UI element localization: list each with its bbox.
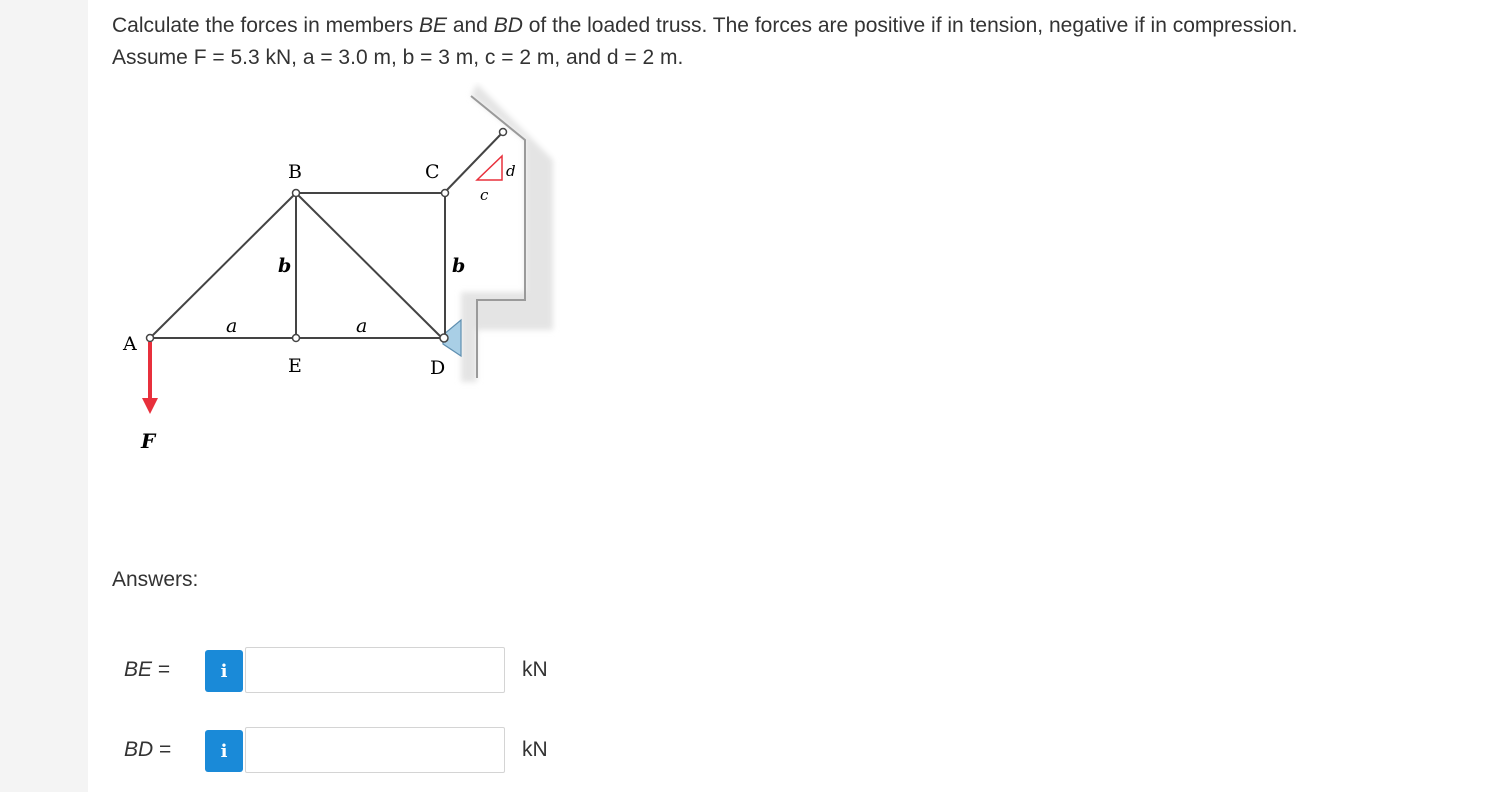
- label-c: C: [425, 161, 440, 183]
- member-ab: [150, 193, 296, 338]
- label-b-right: b: [452, 255, 466, 277]
- label-d-dim: d: [506, 162, 516, 180]
- label-b-left: b: [278, 255, 292, 277]
- answer-input-bd[interactable]: [245, 727, 505, 773]
- joint-e: [293, 335, 300, 342]
- joint-wall: [500, 129, 507, 136]
- joint-b: [293, 190, 300, 197]
- answers-heading: Answers:: [112, 568, 199, 591]
- info-icon[interactable]: i: [205, 650, 243, 692]
- label-c-dim: c: [480, 186, 489, 204]
- member-link: [445, 132, 503, 192]
- question-assumptions: Assume F = 5.3 kN, a = 3.0 m, b = 3 m, c = 2 m, and d = 2 m.: [112, 46, 684, 69]
- answer-input-be[interactable]: [245, 647, 505, 693]
- label-e: E: [288, 355, 302, 377]
- answer-label-bd: BD =: [124, 738, 172, 761]
- unit-label-bd: kN: [522, 738, 548, 761]
- joint-c: [442, 190, 449, 197]
- member-bd-label: BD: [493, 14, 523, 37]
- label-f: F: [141, 429, 156, 453]
- member-be-label: BE: [418, 14, 447, 37]
- label-b: B: [288, 161, 302, 183]
- member-bd: [296, 193, 442, 338]
- force-arrow-head: [142, 398, 158, 414]
- answer-label-be: BE =: [124, 658, 171, 681]
- wall-shadow: [461, 84, 553, 382]
- joint-d: [440, 334, 448, 342]
- slope-triangle: [477, 156, 502, 180]
- truss-figure: [105, 82, 565, 462]
- joint-a: [147, 335, 154, 342]
- label-a: A: [123, 333, 137, 355]
- label-d: D: [430, 357, 446, 379]
- left-gutter: [0, 0, 88, 792]
- unit-label-be: kN: [522, 658, 548, 681]
- info-icon[interactable]: i: [205, 730, 243, 772]
- question-text: Calculate the forces in members BE and BD of the loaded truss. The forces are positive if in tension, negative if in compression. Assume F = 5.3 kN, a = 3.0 m, b = 3 m, c = 2 m, and d = 2 m.: [112, 14, 1298, 69]
- label-a-right: a: [356, 315, 368, 337]
- truss-diagram: [105, 82, 565, 462]
- label-a-left: a: [226, 315, 238, 337]
